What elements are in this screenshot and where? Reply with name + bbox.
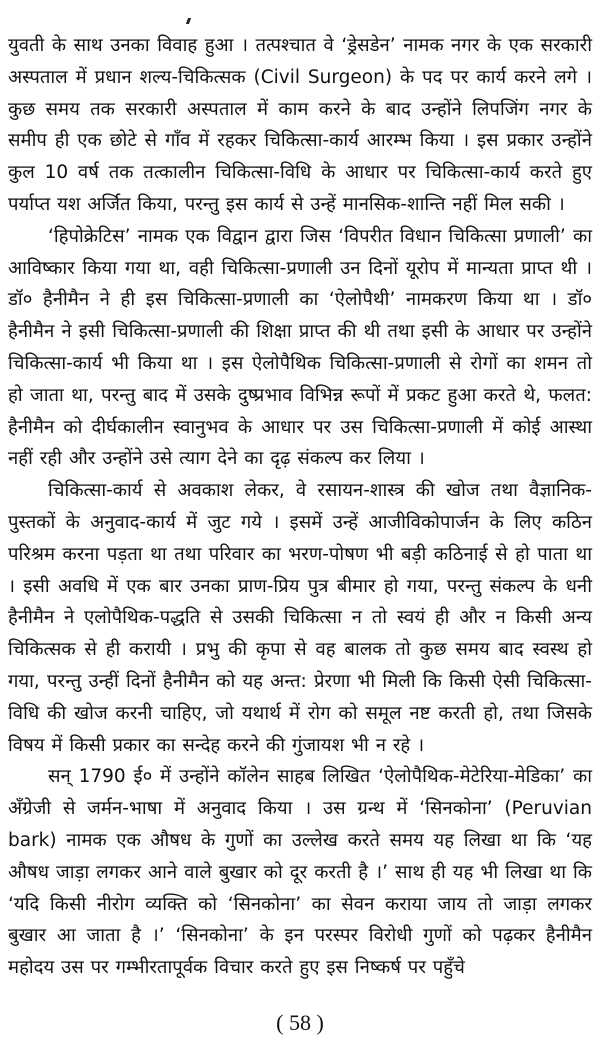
paragraph-1: युवती के साथ उनका विवाह हुआ । तत्पश्चात वे ‘ड्रेसडेन’ नामक नगर के एक सरकारी अस्पताल में प्रधान शल्य-चिकित्सक (Civil Surgeon) के पद पर कार्य करने लगे । कुछ समय तक सरकारी अस्पताल में काम करने के बाद उन्होंने लिपजिंग नगर के समीप ही एक छोटे से गाँव में रहकर चिकित्सा-कार्य आरम्भ किया । इस प्रकार उन्होंने कुल 10 वर्ष तक तत्कालीन चिकित्सा-विधि के आधार पर चिकित्सा-कार्य करते हुए पर्याप्त यश अर्जित किया, परन्तु इस कार्य से उन्हें मानसिक-शान्ति नहीं मिल सकी । xyxy=(8,35,592,215)
page-number: ( 58 ) xyxy=(276,1010,324,1035)
stray-mark xyxy=(186,18,191,24)
paragraph-4: सन् 1790 ई० में उन्होंने कॉलेन साहब लिखित ‘ऐलोपैथिक-मेटेरिया-मेडिका’ का अँग्रेजी से जर्मन-भाषा में अनुवाद किया । उस ग्रन्थ में ‘सिनकोना’ (Peruvian bark) नामक एक औषध के गुणों का उल्लेख करते समय यह लिखा था कि ‘यह औषध जाड़ा लगकर आने वाले बुखार को दूर करती है ।’ साथ ही यह भी लिखा था कि ‘यदि किसी नीरोग व्यक्ति को ‘सिनकोना’ का सेवन कराया जाय तो जाड़ा लगकर बुखार आ जाता है ।’ ‘सिनकोना’ के इन परस्पर विरोधी गुणों को पढ़कर हैनीमैन महोदय उस पर गम्भीरतापूर्वक विचार करते हुए इस निष्कर्ष पर पहुँचे xyxy=(8,766,592,979)
paragraph-2: ‘हिपोक्रेटिस’ नामक एक विद्वान द्वारा जिस ‘विपरीत विधान चिकित्सा प्रणाली’ का आविष्कार किया गया था, वही चिकित्सा-प्रणाली उन दिनों यूरोप में मान्यता प्राप्त थी । डॉ० हैनीमैन ने ही इस चिकित्सा-प्रणाली का ‘ऐलोपैथी’ नामकरण किया था । डॉ० हैनीमैन ने इसी चिकित्सा-प्रणाली की शिक्षा प्राप्त की थी तथा इसी के आधार पर उन्होंने चिकित्सा-कार्य भी किया था । इस ऐलोपैथिक चिकित्सा-प्रणाली से रोगों का शमन तो हो जाता था, परन्तु बाद में उसके दुष्प्रभाव विभिन्न रूपों में प्रकट हुआ करते थे, फलत: हैनीमैन को दीर्घकालीन स्वानुभव के आधार पर उस चिकित्सा-प्रणाली में कोई आस्था नहीं रही और उन्होंने उसे त्याग देने का दृढ़ संकल्प कर लिया । xyxy=(8,225,592,470)
paragraph-3: चिकित्सा-कार्य से अवकाश लेकर, वे रसायन-शास्त्र की खोज तथा वैज्ञानिक-पुस्तकों के अनुवाद-कार्य में जुट गये । इसमें उन्हें आजीविकोपार्जन के लिए कठिन परिश्रम करना पड़ता था तथा परिवार का भरण-पोषण भी बड़ी कठिनाई से हो पाता था । इसी अवधि में एक बार उनका प्राण-प्रिय पुत्र बीमार हो गया, परन्तु संकल्प के धनी हैनीमैन ने एलोपैथिक-पद्धति से उसकी चिकित्सा न तो स्वयं ही और न किसी अन्य चिकित्सक से ही करायी । प्रभु की कृपा से वह बालक तो कुछ समय बाद स्वस्थ हो गया, परन्तु उन्हीं दिनों हैनीमैन को यह अन्त: प्रेरणा भी मिली कि किसी ऐसी चिकित्सा-विधि की खोज करनी चाहिए, जो यथार्थ में रोग को समूल नष्ट करती हो, तथा जिसके विषय में किसी प्रकार का सन्देह करने की गुंजायश भी न रहे । xyxy=(8,480,592,756)
